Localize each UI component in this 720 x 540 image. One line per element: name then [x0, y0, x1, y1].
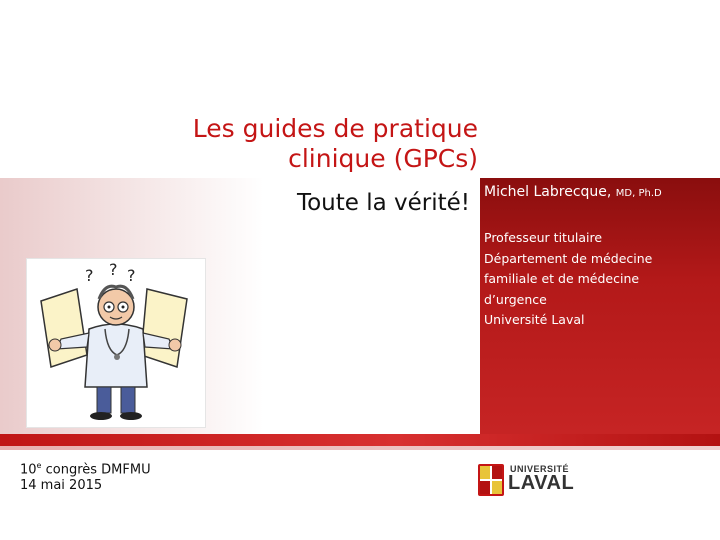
logo-text-line-2: LAVAL — [508, 472, 575, 494]
affiliation-line: familiale et de médecine — [484, 271, 640, 286]
logo-text-line-1: UNIVERSITÉ — [510, 464, 570, 474]
event-number-suffix: e — [36, 461, 42, 470]
author-name: Michel Labrecque, — [484, 184, 612, 200]
event-info — [20, 458, 151, 494]
event-name: congrès DMFMU — [45, 462, 151, 478]
affiliation-line: Professeur titulaire — [484, 230, 603, 245]
author-affiliation — [484, 228, 716, 331]
question-mark: ? — [85, 266, 94, 285]
question-mark: ? — [109, 260, 118, 279]
confused-doctor-illustration — [26, 258, 206, 428]
author-name-line — [484, 184, 662, 200]
event-name-line — [20, 458, 151, 478]
event-number: 10 — [20, 462, 37, 478]
question-mark: ? — [127, 266, 136, 285]
event-date: 14 mai 2015 — [20, 478, 103, 494]
slide-title — [193, 114, 478, 174]
affiliation-line: d’urgence — [484, 291, 547, 307]
doctor-cartoon-icon — [27, 259, 205, 427]
slide-title-line-2: clinique (GPCs) — [288, 144, 478, 173]
affiliation-line: Université Laval — [484, 312, 585, 327]
slide-title-line-1: Les guides de pratique — [192, 114, 478, 143]
bottom-stripe-light — [0, 446, 720, 450]
affiliation-line: Département de médecine — [484, 250, 653, 266]
author-credentials: MD, Ph.D — [615, 188, 662, 199]
slide-subtitle: Toute la vérité! — [296, 190, 470, 216]
